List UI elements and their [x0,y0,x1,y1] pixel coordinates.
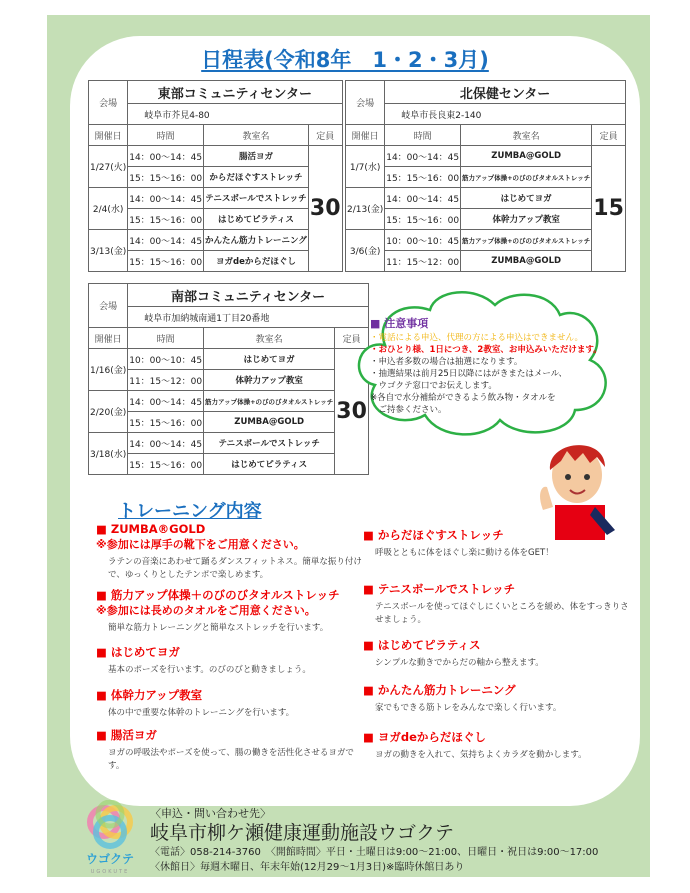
cell: はじめてヨガ [461,188,592,209]
cell: 3/18(水) [89,433,128,475]
cell: 筋力アップ体操+のびのびタオルストレッチ [461,230,592,251]
training-warning: ※参加には厚手の靴下をご用意ください。 [96,538,305,551]
cell: 11：15〜12：00 [385,251,461,272]
training-item [96,645,366,677]
training-description: 基本のポーズを行います。のびのびと動きましょう。 [108,665,311,675]
table-row [89,433,369,454]
table-row [89,412,369,433]
training-name: ■ かんたん筋力トレーニング [363,683,516,697]
cell: 開催日 [89,125,128,146]
cell: 15：15〜16：00 [128,251,204,272]
cell: 定員 [592,125,626,146]
header-row [89,125,343,146]
table-row [346,167,626,188]
cell: 2/4(水) [89,188,128,230]
table-row [89,230,343,251]
cell: 30 [308,146,342,272]
training-description: 簡単な筋力トレーニングと簡単なストレッチを行います。 [108,623,329,633]
cell: ZUMBA@GOLD [461,251,592,272]
cell: 3/6(金) [346,230,385,272]
phone-hours: 〈電話〉058-214-3760 〈開館時間〉平日・土曜日は9:00〜21:00、日曜日・祝日は9:00〜17:00 [150,847,599,858]
training-name: ■ 筋力アップ体操＋のびのびタオルストレッチ [96,588,340,602]
cell: 開催日 [89,328,128,349]
note-item: ・申込者多数の場合は抽選になります。 [370,357,523,367]
note-item: ・おひとり様、1日につき、2教室、お申込みいただけます。 [370,345,602,355]
cell: 15：15〜16：00 [128,167,204,188]
cell: 岐阜市長良東2-140 [385,104,626,125]
title-text: 日程表(令和8年 1・2・3月) [201,48,489,72]
cell: 14：00〜14：45 [128,391,204,412]
training-title: トレーニング内容 [118,501,262,522]
cell: 岐阜市加納城南通1丁目20番地 [128,307,369,328]
training-item [363,582,633,627]
cell: 14：00〜14：45 [385,146,461,167]
closed-days: 〈休館日〉毎週木曜日、年末年始(12月29〜1月3日)※臨時休館日あり [150,862,465,873]
cell: 2/20(金) [89,391,128,433]
cell: 1/7(水) [346,146,385,188]
training-warning: ※参加には長めのタオルをご用意ください。 [96,604,316,617]
note-item: ・電話による申込、代理の方による申込はできません。 [370,333,584,343]
cell: 15：15〜16：00 [128,412,204,433]
cell: 教室名 [204,125,309,146]
facility-name: 岐阜市柳ケ瀬健康運動施設ウゴクテ [150,822,455,844]
mascot-character-illustration [535,435,620,540]
ugokute-logo [80,800,140,875]
table-row [346,251,626,272]
training-item [363,730,633,762]
training-name: ■ はじめてヨガ [96,645,180,659]
training-name: ■ からだほぐすストレッチ [363,528,504,542]
cell: 体幹力アップ教室 [461,209,592,230]
schedule-table-east [88,80,343,272]
table-row [89,146,343,167]
cell: テニスボールでストレッチ [204,188,309,209]
training-description: シンプルな動きでからだの軸から整えます。 [375,658,544,668]
table-row [346,209,626,230]
training-description: 体の中で重要な体幹のトレーニングを行います。 [108,708,295,718]
cell: 腸活ヨガ [204,146,309,167]
contact-label: 〈申込・問い合わせ先〉 [150,807,271,820]
training-name: ■ テニスボールでストレッチ [363,582,516,596]
note-item: ※各自で水分補給ができるよう飲み物・タオルを [370,393,556,403]
cell: はじめてピラティス [204,454,335,475]
training-name: ■ はじめてピラティス [363,638,481,652]
cell: 15：15〜16：00 [385,209,461,230]
table-row [89,188,343,209]
cell: 15：15〜16：00 [128,209,204,230]
table-row [346,146,626,167]
cell: 時間 [128,125,204,146]
cell: 14：00〜14：45 [128,230,204,251]
cell: 14：00〜14：45 [128,188,204,209]
training-item [96,588,366,635]
note-item: ウゴクテ窓口でお伝えします。 [370,381,497,391]
cell: 11：15〜12：00 [128,370,204,391]
table-row [346,188,626,209]
table-row [89,391,369,412]
cell: 教室名 [461,125,592,146]
training-item [363,683,633,715]
notes-heading: ■ 注意事項 [370,317,429,330]
cell: 会場 [346,81,385,125]
cell: 15 [592,146,626,272]
cell: 開催日 [346,125,385,146]
cell: からだほぐすストレッチ [204,167,309,188]
cell: 2/13(金) [346,188,385,230]
cell: 教室名 [204,328,335,349]
cell: 3/13(金) [89,230,128,272]
cell: 30 [335,349,369,475]
venue-row [346,81,626,104]
cell: 1/16(金) [89,349,128,391]
training-description: ヨガの呼吸法やポーズを使って、腸の働きを活性化させるヨガです。 [108,748,354,771]
training-description: 家でもできる筋トレをみんなで楽しく行います。 [375,703,562,713]
cell: 14：00〜14：45 [128,146,204,167]
training-description: 呼吸とともに体をほぐし楽に動ける体をGET！ [375,548,554,558]
cell: はじめてピラティス [204,209,309,230]
cell: 定員 [308,125,342,146]
table-row [89,349,369,370]
venue-row [89,81,343,104]
svg-text:UGOKUTE: UGOKUTE [90,869,130,875]
training-name: ■ ZUMBA®GOLD [96,522,206,536]
training-description: ヨガの動きを入れて、気持ちよくカラダを動かします。 [375,750,587,760]
venue-row [89,284,369,307]
cell: 時間 [385,125,461,146]
cell: 筋力アップ体操+のびのびタオルストレッチ [204,391,335,412]
page-title [0,44,690,74]
cell: 10：00〜10：45 [128,349,204,370]
cell: 1/27(火) [89,146,128,188]
table-row [89,454,369,475]
cell: 体幹力アップ教室 [204,370,335,391]
cell: はじめてヨガ [204,349,335,370]
cell: 15：15〜16：00 [385,167,461,188]
training-item [96,522,366,582]
training-item [363,528,633,560]
cell: ヨガdeからだほぐし [204,251,309,272]
cell: 岐阜市芥見4-80 [128,104,342,125]
note-item: ・抽選結果は前月25日以降にはがきまたはメール、 [370,369,567,379]
cell: 東部コミュニティセンター [128,81,342,104]
notes-box [370,318,630,416]
table-row [346,230,626,251]
header-row [89,328,369,349]
training-name: ■ 体幹力アップ教室 [96,688,203,702]
training-item [96,728,366,773]
cell: 南部コミュニティセンター [128,284,369,307]
cell: 14：00〜14：45 [128,433,204,454]
cell: 定員 [335,328,369,349]
cell: ZUMBA@GOLD [461,146,592,167]
cell: 10：00〜10：45 [385,230,461,251]
cell: 筋力アップ体操+のびのびタオルストレッチ [461,167,592,188]
cell: ZUMBA@GOLD [204,412,335,433]
cell: 15：15〜16：00 [128,454,204,475]
svg-text:ウゴクテ: ウゴクテ [85,852,135,866]
training-name: ■ 腸活ヨガ [96,728,157,742]
cell: 14：00〜14：45 [385,188,461,209]
cell: 会場 [89,81,128,125]
cell: 北保健センター [385,81,626,104]
training-description: テニスボールを使ってほぐしにくいところを緩め、体をすっきりさせましょう。 [375,602,629,625]
training-name: ■ ヨガdeからだほぐし [363,730,486,744]
schedule-table-north [345,80,626,272]
training-description: ラテンの音楽にあわせて踊るダンスフィットネス。簡単な振り付けで、ゆっくりとしたテンポで楽しめます。 [108,557,362,580]
note-item: ご持参ください。 [370,405,447,415]
training-item [363,638,633,670]
table-row [89,370,369,391]
header-row [346,125,626,146]
training-item [96,688,366,720]
cell: テニスボールでストレッチ [204,433,335,454]
cell: かんたん筋力トレーニング [204,230,309,251]
schedule-table-south [88,283,369,475]
footer-contact [150,805,598,875]
address-row [89,307,369,328]
cell: 会場 [89,284,128,328]
address-row [346,104,626,125]
cell: 時間 [128,328,204,349]
